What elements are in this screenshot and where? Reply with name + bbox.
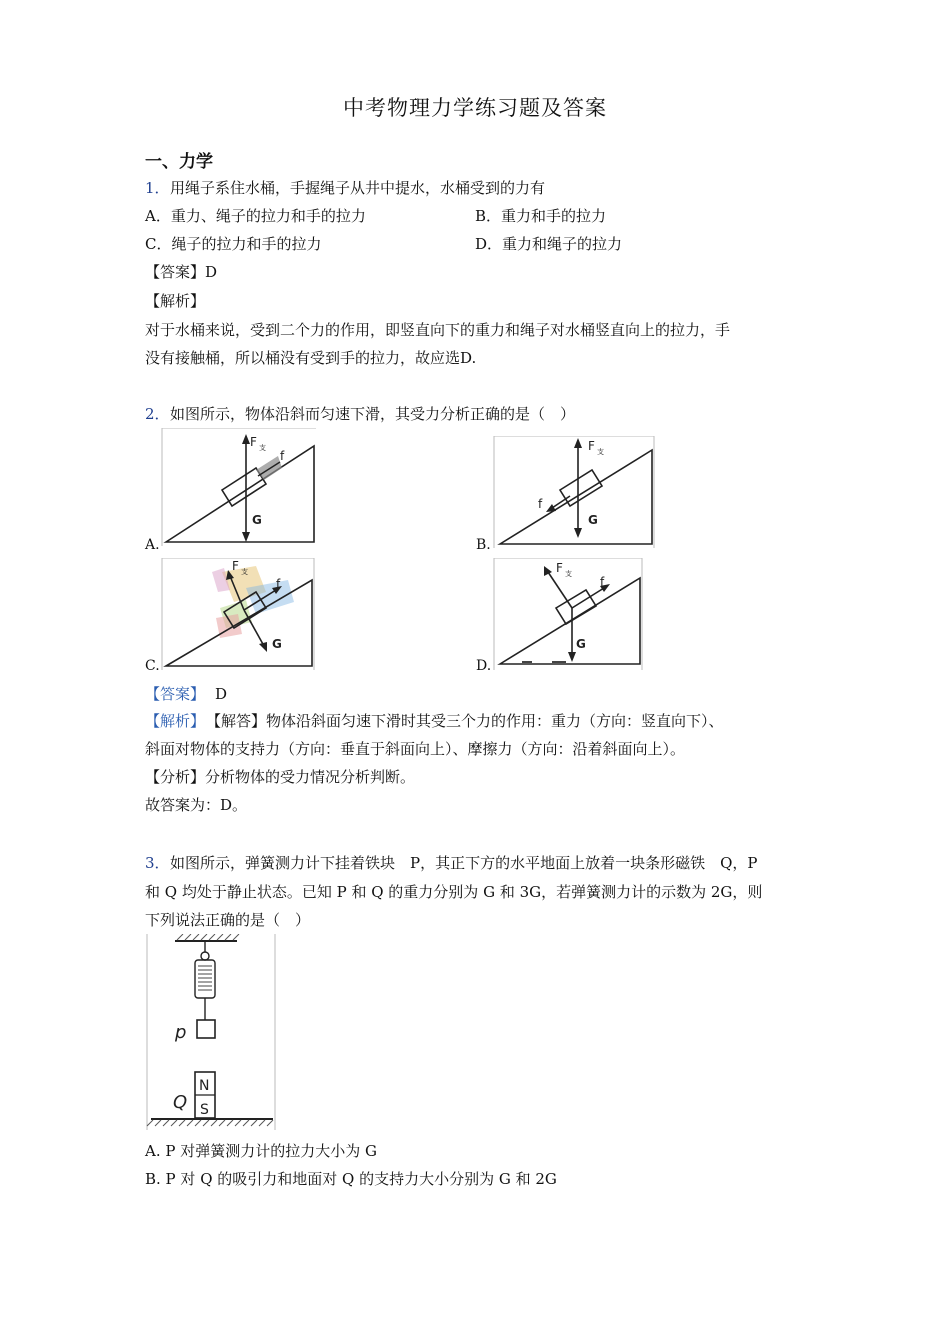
q1-option-a: A．重力、绳子的拉力和手的拉力 <box>145 207 366 225</box>
q2-analysis-line2: 斜面对物体的支持力（方向：垂直于斜面向上）、摩擦力（方向：沿着斜面向上）。 <box>145 740 686 758</box>
fig-d-friction-label: f <box>600 575 605 589</box>
fig-b-friction-label: f <box>538 497 543 511</box>
q2-fenxi: 【分析】分析物体的受力情况分析判断。 <box>145 768 416 786</box>
fig-d-support-sub: 支 <box>565 570 572 578</box>
fig-a-support-sub: 支 <box>259 444 266 452</box>
q2-number: 2． <box>145 405 170 423</box>
q2-label-c: C. <box>145 658 160 674</box>
q3-option-a: A. P 对弹簧测力计的拉力大小为 G <box>145 1142 377 1160</box>
q3-label-n: N <box>199 1078 210 1094</box>
q3-number: 3． <box>145 854 170 872</box>
q1-option-c: C．绳子的拉力和手的拉力 <box>145 235 322 253</box>
q1-answer: 【答案】D <box>145 263 218 281</box>
q2-analysis-tag: 【解析】 <box>145 712 206 730</box>
q3-figure <box>145 934 277 1132</box>
q3-option-b: B. P 对 Q 的吸引力和地面对 Q 的支持力大小分别为 G 和 2G <box>145 1170 557 1188</box>
q2-figure-b <box>492 436 656 548</box>
q1-number: 1． <box>145 179 170 197</box>
fig-d-gravity-label: G <box>576 637 586 651</box>
q1-analysis-line2: 没有接触桶，所以桶没有受到手的拉力，故应选D. <box>145 349 477 367</box>
q2-label-a: A. <box>145 537 160 553</box>
q1-option-b: B．重力和手的拉力 <box>475 207 607 225</box>
fig-a-support-label: F <box>250 435 257 449</box>
fig-a-gravity-label: G <box>252 513 262 527</box>
fig-b-support-label: F <box>588 439 595 453</box>
q3-stem-line3: 下列说法正确的是（ ） <box>145 911 311 929</box>
fig-c-friction-label: f <box>276 577 281 591</box>
q1-stem: 用绳子系住水桶，手握绳子从井中提水，水桶受到的力有 <box>170 179 546 197</box>
fig-c-gravity-label: G <box>272 637 282 651</box>
fig-b-support-sub: 支 <box>597 448 604 456</box>
fig-b-gravity-label: G <box>588 513 598 527</box>
q2-label-d: D. <box>476 658 492 674</box>
q2-label-b: B. <box>476 537 491 553</box>
page-title: 中考物理力学练习题及答案 <box>343 96 607 120</box>
q2-answer-value: D <box>215 685 228 703</box>
q1-option-d: D．重力和绳子的拉力 <box>475 235 623 253</box>
fig-d-support-label: F <box>556 561 563 575</box>
q2-conclusion: 故答案为：D。 <box>145 796 248 814</box>
fig-c-support-sub: 支 <box>241 568 248 576</box>
q2-analysis-line1: 【解答】物体沿斜面匀速下滑时其受三个力的作用：重力（方向：竖直向下）、 <box>206 712 724 730</box>
q3-stem-line1: 如图所示，弹簧测力计下挂着铁块 P，其正下方的水平地面上放着一块条形磁铁 Q，P <box>170 854 758 872</box>
q2-answer-tag: 【答案】 <box>145 685 206 703</box>
q3-label-q: Q <box>173 1092 188 1113</box>
q2-figure-c <box>160 558 316 670</box>
q3-stem-line2: 和 Q 均处于静止状态。已知 P 和 Q 的重力分别为 G 和 3G，若弹簧测力计的示数为 2G，则 <box>145 883 763 901</box>
fig-c-support-label: F <box>232 559 239 573</box>
q2-stem: 如图所示，物体沿斜而匀速下滑，其受力分析正确的是（ ） <box>170 405 576 423</box>
q1-analysis-label: 【解析】 <box>145 292 206 310</box>
q3-label-p: p <box>175 1022 187 1043</box>
fig-a-friction-label: f <box>280 449 285 463</box>
q1-analysis-line1: 对于水桶来说，受到二个力的作用，即竖直向下的重力和绳子对水桶竖直向上的拉力，手 <box>145 321 731 339</box>
q2-figure-d <box>492 558 644 670</box>
q3-label-s: S <box>200 1102 209 1118</box>
section-heading: 一、力学 <box>145 152 213 172</box>
q2-figure-a <box>160 428 318 546</box>
